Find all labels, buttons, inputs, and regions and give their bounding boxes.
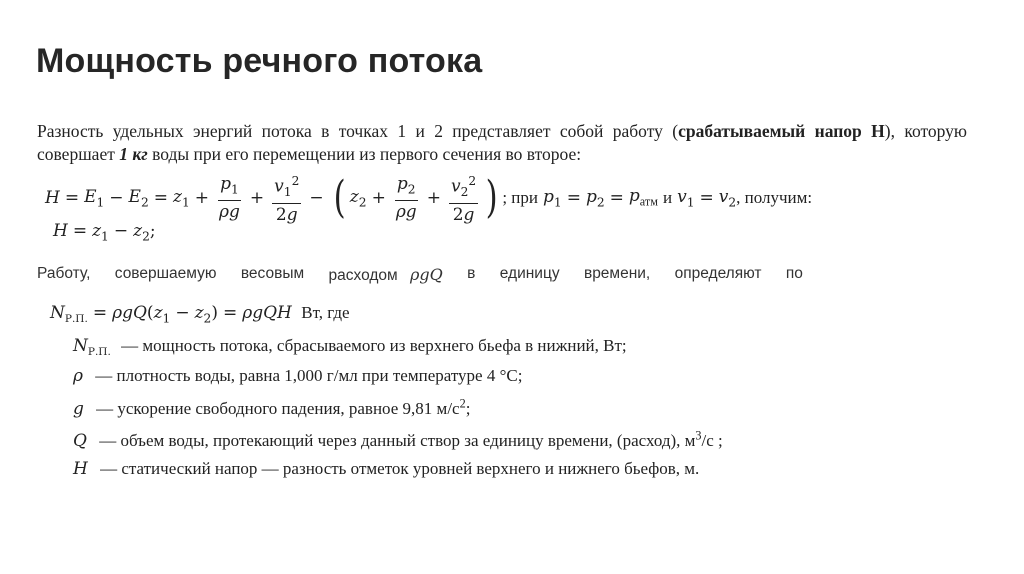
definition-text: — ускорение свободного падения, равное 9,81 $м/с^2$;: [96, 396, 471, 418]
equation-head-energy: H = $E_1$ − $E_2$ = $z_1$ + $\frac{p_1}{\rho g}$ + $\frac{v_1^2}{2g}$ − ( $z_2$ + $\frac{p_2}{\rho g}$ + $\frac{v_2^2}{2g}$ ) ; при $p_1$ = $p_2$ = $p_{атм}$ и $v_1$ = $v_2$ , получим:: [45, 172, 813, 226]
definition-text: — плотность воды, равна 1,000 г/мл при температуре 4 °С;: [95, 366, 523, 385]
definition-item: [73, 428, 723, 451]
definition-symbol: Q: [73, 430, 87, 451]
line3-word: весовым: [240, 265, 305, 282]
definition-text: — мощность потока, сбрасываемого из верхнего бьефа в нижний, Вт;: [121, 336, 627, 355]
page-title: Мощность речного потока: [36, 42, 483, 80]
intro-text-1: Разность удельных энергий потока в точках 1 и 2 представляет собой работу (: [37, 121, 679, 141]
definition-symbol: $N_{Р.П.}$: [73, 336, 111, 359]
definition-symbol: H: [73, 459, 88, 479]
power-intro-line: Работу, совершаемую весовым расходом ρgQ в единицу времени, определяют по: [37, 265, 803, 284]
equation1-tail: , получим:: [736, 188, 813, 207]
definition-text: — статический напор — разность отметок уровней верхнего и нижнего бьефов, м.: [100, 459, 700, 478]
power-units: Вт, где: [301, 303, 350, 322]
definition-item: [73, 366, 522, 386]
intro-text-3: воды при его перемещении из первого сечения во второе:: [147, 144, 582, 164]
intro-bold-italic: 1 кг: [119, 144, 148, 164]
line3-word: совершаемую: [114, 265, 217, 282]
intro-text-2: ), которую совершает: [37, 121, 967, 164]
intro-paragraph: [37, 120, 967, 166]
definition-text: — объем воды, протекающий через данный створ за единицу времени, (расход), $м^3/с$ ;: [99, 428, 723, 450]
definition-item: [73, 336, 627, 358]
definition-item: [73, 459, 699, 479]
definition-item: [73, 396, 470, 419]
line3-word: расходом: [328, 267, 398, 284]
equation-head-diff: $H = z_1 - z_2$;: [53, 221, 156, 244]
line3-word: по: [785, 265, 803, 282]
line3-word: в: [467, 265, 476, 282]
equation1-condition: ; при: [502, 188, 538, 207]
definition-symbol: g: [73, 398, 84, 419]
line3-word: определяют: [674, 265, 762, 282]
power-sub: Р.П.: [64, 313, 88, 326]
equation1-and: и: [662, 188, 673, 207]
intro-bold-term: срабатываемый напор Н: [678, 121, 885, 141]
p-atm-sub: атм: [639, 194, 658, 209]
equation-power: $N_{Р.П.} = \rho gQ(z_1 - z_2) = \rho gQH$ Вт, где: [50, 303, 350, 326]
line3-word: Работу,: [37, 265, 91, 282]
line3-word: единицу: [499, 265, 560, 282]
definition-symbol: ρ: [73, 366, 83, 386]
line3-word: времени,: [583, 265, 651, 282]
